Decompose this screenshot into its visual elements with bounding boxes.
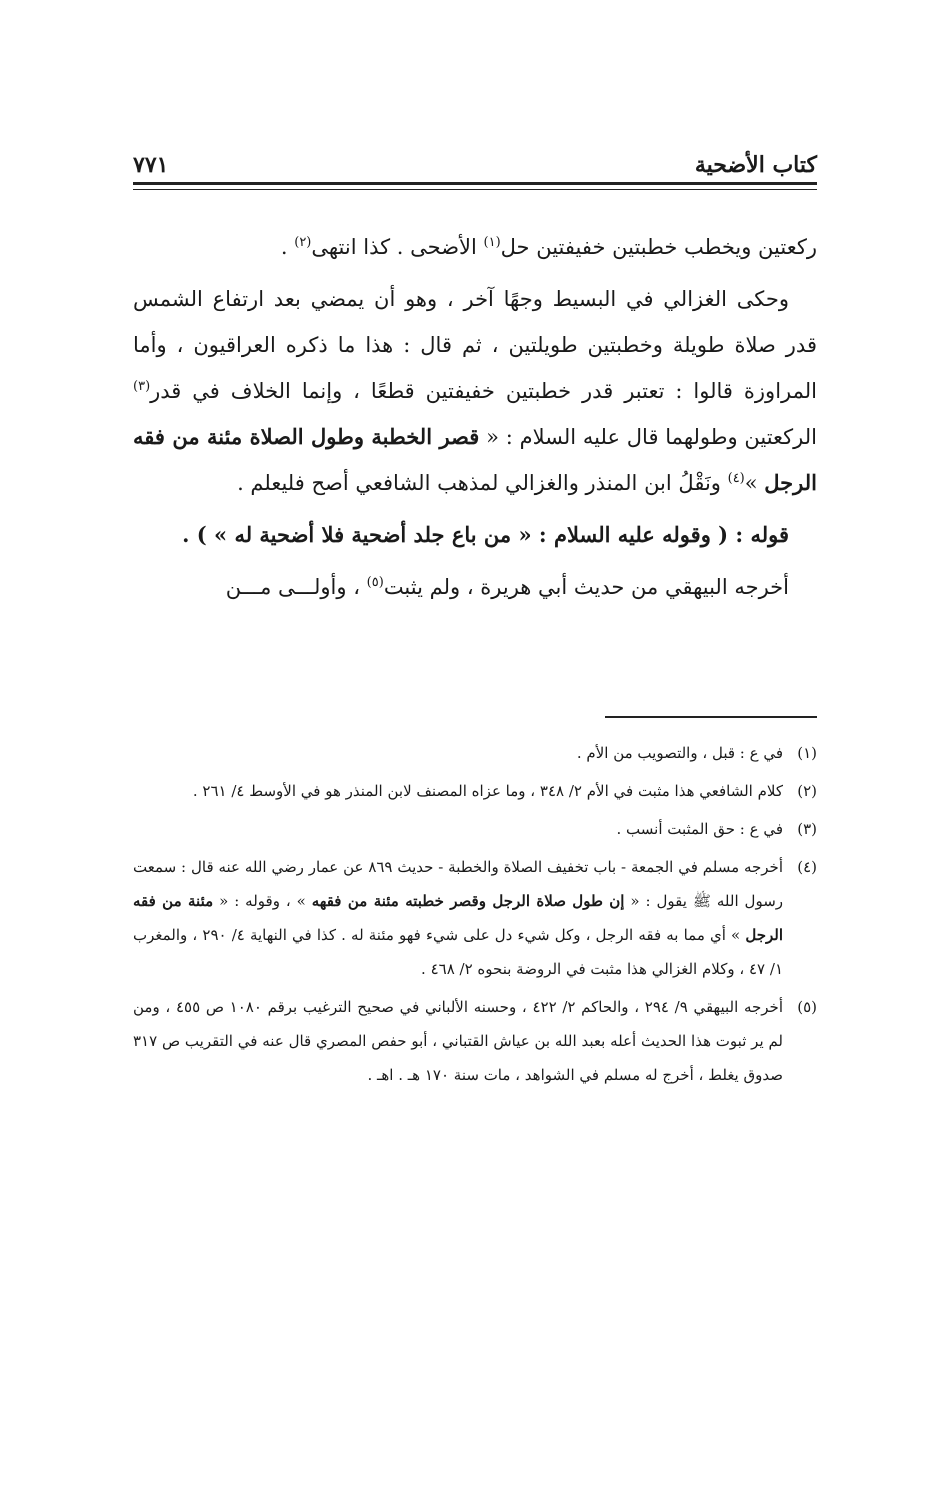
paragraph-1: ركعتين ويخطب خطبتين خفيفتين حل$^{(١)}$ الأضحى . كذا انتهى$^{(٢)}$ . bbox=[280, 235, 817, 259]
footnote-ref-1: (١) bbox=[483, 235, 501, 250]
footnote-ref-3: (٣) bbox=[133, 379, 151, 394]
footnote-ref-4: (٤) bbox=[727, 471, 745, 486]
footnote-text: في ع : قبل ، والتصويب من الأم . bbox=[576, 744, 783, 762]
footnote-text: أخرجه مسلم في الجمعة - باب تخفيف الصلاة والخطبة - حديث ٨٦٩ عن عمار رضي الله عنه قال : سمعت رسول الله ﷺ يقول : « إن طول صلاة الرجل وقصر خطبته مئنة من فقهه » ، وقوله : « مئنة من فقه الرجل » أي مما به فقه الرجل ، وكل شيء دل على شيء فهو مئنة له . كذا في النهاية ٤/ ٢٩٠ ، والمغرب ١/ ٤٧ ، وكلام الغزالي هذا مثبت في الروضة بنحوه ٢/ ٤٦٨ . bbox=[133, 858, 784, 978]
footnote-3 bbox=[133, 812, 817, 846]
footnote-number: (٤) bbox=[797, 858, 817, 876]
footnote-text: أخرجه البيهقي ٩/ ٢٩٤ ، والحاكم ٢/ ٤٢٢ ، وحسنه الألباني في صحيح الترغيب برقم ١٠٨٠ ص ٤٥٥ ، ومن لم ير ثبوت هذا الحديث أعله بعبد الله بن عياش القتباني ، أبو حفص المصري قال عنه في التقريب ص ٣١٧ صدوق يغلط ، أخرج له مسلم في الشواهد ، مات سنة ١٧٠ هـ . اهـ . bbox=[133, 998, 783, 1084]
footnotes bbox=[133, 736, 817, 1096]
hadith-quote: إن طول صلاة الرجل وقصر خطبته مئنة من فقهه bbox=[311, 892, 625, 910]
quoted-phrase: مئنة من فقه الرجل bbox=[133, 892, 783, 944]
main-text bbox=[133, 224, 817, 610]
footnote-number: (٥) bbox=[797, 998, 817, 1016]
footnote-1 bbox=[133, 736, 817, 770]
footnote-text: كلام الشافعي هذا مثبت في الأم ٢/ ٣٤٨ ، وما عزاه المصنف لابن المنذر هو في الأوسط ٤/ ٢٦١ . bbox=[192, 782, 783, 800]
paragraph-2: وحكى الغزالي في البسيط وجهًا آخر ، وهو أن يمضي بعد ارتفاع الشمس قدر صلاة طويلة وخطبتين طويلتين ، ثم قال : هذا ما ذكره العراقيون ، وأما المراوزة قالوا : تعتبر قدر خطبتين خفيفتين قطعًا ، وإنما الخلاف في قدر$^{(٣)}$ الركعتين وطولهما قال عليه السلام : « قصر الخطبة وطول الصلاة مئنة من فقه الرجل »$^{(٤)}$ ونَقْلُ ابن المنذر والغزالي لمذهب الشافعي أصح فليعلم . bbox=[133, 287, 817, 495]
page-number: ٧٧١ bbox=[133, 152, 169, 178]
footnote-ref-2: (٢) bbox=[294, 235, 312, 250]
footnote-number: (١) bbox=[797, 744, 817, 762]
footnote-5 bbox=[133, 990, 817, 1092]
section-heading: قوله : ( وقوله عليه السلام : « من باع جلد أضحية فلا أضحية له » ) . bbox=[182, 522, 789, 547]
footnote-text: في ع : حق المثبت أنسب . bbox=[616, 820, 783, 838]
footnote-4 bbox=[133, 850, 817, 986]
paragraph-4: أخرجه البيهقي من حديث أبي هريرة ، ولم يثبت$^{(٥)}$ ، وأولـــى مـــن bbox=[225, 575, 789, 599]
header-rule-thick bbox=[133, 182, 817, 185]
footnote-2 bbox=[133, 774, 817, 808]
footnote-number: (٣) bbox=[797, 820, 817, 838]
header-rule-thin bbox=[133, 189, 817, 190]
paragraph-3 bbox=[133, 512, 817, 558]
running-title: كتاب الأضحية bbox=[694, 152, 817, 178]
page-header bbox=[133, 136, 817, 176]
footnote-number: (٢) bbox=[797, 782, 817, 800]
footnote-separator bbox=[605, 716, 817, 718]
hadith-quote: قصر الخطبة وطول الصلاة مئنة من فقه الرجل bbox=[133, 424, 817, 495]
footnote-ref-5: (٥) bbox=[366, 575, 384, 590]
